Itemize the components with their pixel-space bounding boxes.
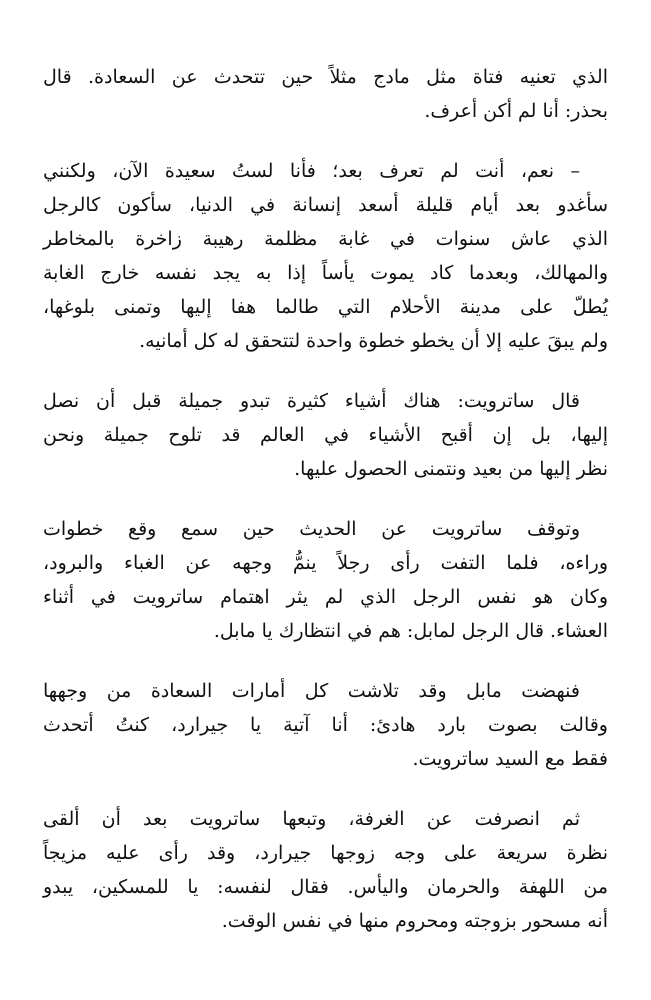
text-line: وكان هو نفس الرجل الذي لم يثر اهتمام ساترويت في أثناء xyxy=(43,586,608,608)
text-line: ثم انصرفت عن الغرفة، وتبعها ساترويت بعد أن ألقى xyxy=(43,808,580,830)
text-line: الذي تعنيه فتاة مثل مادج مثلاً حين تتحدث عن السعادة. قال xyxy=(43,66,608,88)
text-line: الذي عاش سنوات في غابة مظلمة رهيبة زاخرة بالمخاطر xyxy=(43,228,608,250)
text-line: العشاء. قال الرجل لمابل: هم في انتظارك يا مابل. xyxy=(213,620,608,642)
paragraph xyxy=(43,512,608,648)
text-line: ولم يبقَ عليه إلا أن يخطو خطوة واحدة لتتحقق له كل أمانيه. xyxy=(139,330,608,352)
page-body-text xyxy=(43,60,608,938)
paragraph xyxy=(43,802,608,938)
text-line: من اللهفة والحرمان واليأس. فقال لنفسه: يا للمسكين، يبدو xyxy=(43,876,608,898)
text-line: وراءه، فلما التفت رأى رجلاً ينمُّ وجهه عن الغباء والبرود، xyxy=(43,552,608,574)
paragraph xyxy=(43,384,608,486)
text-line: نظر إليها من بعيد ونتمنى الحصول عليها. xyxy=(294,458,608,480)
text-line: بحذر: أنا لم أكن أعرف. xyxy=(424,100,608,122)
text-line: فنهضت مابل وقد تلاشت كل أمارات السعادة من وجهها xyxy=(43,680,580,702)
text-line: إليها، بل إن أقبح الأشياء في العالم قد تلوح جميلة ونحن xyxy=(43,424,608,446)
text-line: وتوقف ساترويت عن الحديث حين سمع وقع خطوات xyxy=(43,518,580,540)
paragraph xyxy=(43,154,608,358)
text-line: فقط مع السيد ساترويت. xyxy=(412,748,608,770)
paragraph xyxy=(43,60,608,128)
text-line: والمهالك، وبعدما كاد يموت يأساً إذا به يجد نفسه خارج الغابة xyxy=(43,262,608,284)
page-number-partial xyxy=(0,992,651,1000)
paragraph xyxy=(43,674,608,776)
text-line: يُطلّ على مدينة الأحلام التي طالما هفا إليها وتمنى بلوغها، xyxy=(43,296,608,318)
text-line: نظرة سريعة على وجه زوجها جيرارد، وقد رأى عليه مزيجاً xyxy=(43,842,608,864)
text-line: وقالت بصوت بارد هادئ: أنا آتية يا جيرارد، كنتُ أتحدث xyxy=(43,714,608,736)
text-line: – نعم، أنت لم تعرف بعد؛ فأنا لستُ سعيدة الآن، ولكنني xyxy=(43,160,580,182)
text-line: أنه مسحور بزوجته ومحروم منها في نفس الوقت. xyxy=(221,910,608,932)
text-line: قال ساترويت: هناك أشياء كثيرة تبدو جميلة قبل أن نصل xyxy=(43,390,580,412)
text-line: سأغدو بعد أيام قليلة أسعد إنسانة في الدنيا، سأكون كالرجل xyxy=(43,194,608,216)
